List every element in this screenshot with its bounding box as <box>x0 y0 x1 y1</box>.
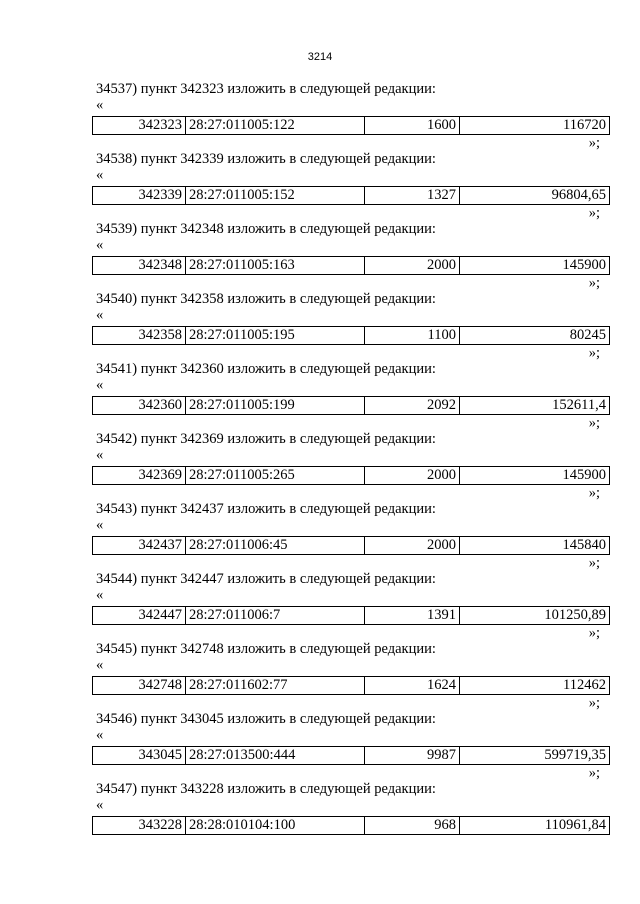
table-row <box>93 467 610 485</box>
table-row <box>93 817 610 835</box>
amendment-entry <box>92 220 612 290</box>
amendment-heading: 34543) пункт 342437 изложить в следующей редакции: <box>96 501 436 517</box>
value-cell: 101250,89 <box>460 607 610 625</box>
cadastral-number-cell: 28:27:011005:122 <box>186 117 365 135</box>
item-number-cell: 342339 <box>93 187 186 205</box>
amendment-entry <box>92 570 612 640</box>
close-quote: »; <box>588 205 600 221</box>
area-cell: 2000 <box>365 537 460 555</box>
amendment-heading: 34539) пункт 342348 изложить в следующей редакции: <box>96 221 436 237</box>
area-cell: 1391 <box>365 607 460 625</box>
close-quote: »; <box>588 135 600 151</box>
open-quote: « <box>96 237 104 253</box>
amendment-heading: 34540) пункт 342358 изложить в следующей редакции: <box>96 291 436 307</box>
item-number-cell: 342360 <box>93 397 186 415</box>
cadastral-number-cell: 28:27:011006:7 <box>186 607 365 625</box>
cadastral-number-cell: 28:27:011602:77 <box>186 677 365 695</box>
close-quote: »; <box>588 765 600 781</box>
amendment-heading: 34538) пункт 342339 изложить в следующей редакции: <box>96 151 436 167</box>
open-quote: « <box>96 307 104 323</box>
open-quote: « <box>96 97 104 113</box>
document-body <box>92 80 612 850</box>
item-number-cell: 342323 <box>93 117 186 135</box>
close-quote: »; <box>588 555 600 571</box>
value-cell: 96804,65 <box>460 187 610 205</box>
amendment-table <box>92 746 610 765</box>
open-quote: « <box>96 657 104 673</box>
value-cell: 145900 <box>460 257 610 275</box>
page-number: 3214 <box>307 51 333 63</box>
table-row <box>93 747 610 765</box>
close-quote: »; <box>588 695 600 711</box>
amendment-entry <box>92 80 612 150</box>
value-cell: 112462 <box>460 677 610 695</box>
item-number-cell: 342437 <box>93 537 186 555</box>
amendment-entry <box>92 780 612 850</box>
open-quote: « <box>96 167 104 183</box>
value-cell: 145840 <box>460 537 610 555</box>
area-cell: 2000 <box>365 467 460 485</box>
table-row <box>93 397 610 415</box>
amendment-table <box>92 676 610 695</box>
item-number-cell: 342348 <box>93 257 186 275</box>
amendment-table <box>92 256 610 275</box>
table-row <box>93 117 610 135</box>
open-quote: « <box>96 447 104 463</box>
item-number-cell: 342447 <box>93 607 186 625</box>
amendment-heading: 34537) пункт 342323 изложить в следующей редакции: <box>96 81 436 97</box>
item-number-cell: 343045 <box>93 747 186 765</box>
amendment-heading: 34545) пункт 342748 изложить в следующей редакции: <box>96 641 436 657</box>
open-quote: « <box>96 797 104 813</box>
table-row <box>93 257 610 275</box>
area-cell: 1624 <box>365 677 460 695</box>
table-row <box>93 677 610 695</box>
value-cell: 110961,84 <box>460 817 610 835</box>
value-cell: 152611,4 <box>460 397 610 415</box>
item-number-cell: 343228 <box>93 817 186 835</box>
amendment-entry <box>92 710 612 780</box>
area-cell: 9987 <box>365 747 460 765</box>
amendment-table <box>92 816 610 835</box>
cadastral-number-cell: 28:27:011005:195 <box>186 327 365 345</box>
cadastral-number-cell: 28:27:011006:45 <box>186 537 365 555</box>
amendment-heading: 34547) пункт 343228 изложить в следующей редакции: <box>96 781 436 797</box>
table-row <box>93 327 610 345</box>
open-quote: « <box>96 517 104 533</box>
amendment-heading: 34541) пункт 342360 изложить в следующей редакции: <box>96 361 436 377</box>
cadastral-number-cell: 28:27:011005:199 <box>186 397 365 415</box>
value-cell: 80245 <box>460 327 610 345</box>
value-cell: 145900 <box>460 467 610 485</box>
amendment-table <box>92 606 610 625</box>
item-number-cell: 342748 <box>93 677 186 695</box>
amendment-table <box>92 116 610 135</box>
amendment-table <box>92 396 610 415</box>
cadastral-number-cell: 28:27:011005:152 <box>186 187 365 205</box>
area-cell: 1600 <box>365 117 460 135</box>
value-cell: 116720 <box>460 117 610 135</box>
table-row <box>93 607 610 625</box>
table-row <box>93 537 610 555</box>
amendment-table <box>92 536 610 555</box>
item-number-cell: 342369 <box>93 467 186 485</box>
close-quote: »; <box>588 415 600 431</box>
cadastral-number-cell: 28:28:010104:100 <box>186 817 365 835</box>
amendment-heading: 34544) пункт 342447 изложить в следующей редакции: <box>96 571 436 587</box>
amendment-entry <box>92 640 612 710</box>
amendment-entry <box>92 150 612 220</box>
close-quote: »; <box>588 275 600 291</box>
cadastral-number-cell: 28:27:011005:265 <box>186 467 365 485</box>
amendment-entry <box>92 290 612 360</box>
close-quote: »; <box>588 485 600 501</box>
amendment-entry <box>92 500 612 570</box>
area-cell: 1100 <box>365 327 460 345</box>
amendment-table <box>92 466 610 485</box>
amendment-table <box>92 326 610 345</box>
item-number-cell: 342358 <box>93 327 186 345</box>
cadastral-number-cell: 28:27:013500:444 <box>186 747 365 765</box>
close-quote: »; <box>588 625 600 641</box>
value-cell: 599719,35 <box>460 747 610 765</box>
open-quote: « <box>96 727 104 743</box>
cadastral-number-cell: 28:27:011005:163 <box>186 257 365 275</box>
amendment-entry <box>92 430 612 500</box>
amendment-entry <box>92 360 612 430</box>
amendment-heading: 34542) пункт 342369 изложить в следующей редакции: <box>96 431 436 447</box>
open-quote: « <box>96 587 104 603</box>
area-cell: 1327 <box>365 187 460 205</box>
area-cell: 2000 <box>365 257 460 275</box>
open-quote: « <box>96 377 104 393</box>
amendment-table <box>92 186 610 205</box>
area-cell: 2092 <box>365 397 460 415</box>
close-quote: »; <box>588 345 600 361</box>
area-cell: 968 <box>365 817 460 835</box>
table-row <box>93 187 610 205</box>
amendment-heading: 34546) пункт 343045 изложить в следующей редакции: <box>96 711 436 727</box>
